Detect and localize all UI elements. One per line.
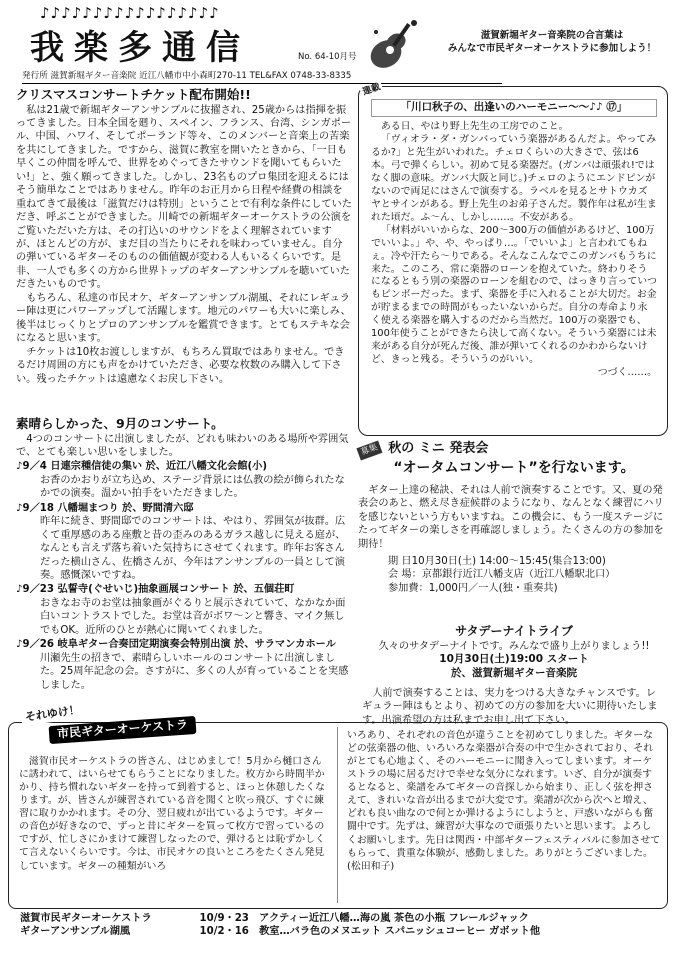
- paragraph: ある日、やはり野上先生の工房でのこと。: [380, 120, 569, 132]
- serial-column-box: [358, 82, 668, 436]
- saturday-night-live-section: [362, 624, 666, 727]
- schedule-info: 教室…バラ色のメヌエット スパニッシュコーヒー ガボット他: [259, 926, 541, 938]
- september-concerts-section: [16, 416, 352, 692]
- orchestra-text-right: いろあり、それぞれの音色が違うことを初めてしりました。ギターなどの弦楽器の他、いろいろな楽器が合奏の中で生かされており、それがとても心地よく、そのハーモニーに聞き入ってしまいます。オーケストラの場に居るだけで幸せな気分になれます。いざ、自分が演奏するとなると、楽譜をみてギターの音探しから始まり、正しく弦を押さえて、きれいな音が出るまでが大変です。楽譜が次から次へと増え、どれも良い曲なので何とか弾けるようにしようと、戸惑いながらも奮闘中です。先ずは、練習が大事なので頑張りたいと思います。よろしくお願いします。先日は関西・中部ギターフェスティバルに参加させてもらって、貴重な体験が、感動しました。ありがとうございました。(松田和子): [347, 730, 661, 872]
- event-body: 昨年に続き、野間邸でのコンサートは、やはり、雰囲気が抜群。広くて重厚感のある座敷と昔の歪みのあるガラス越しに見える庭が、なんとも言えず落ち着いた気持ちにさせてくれます。昨年お客さんだった横山さん、佐橋さんが、今年はアンサンブルの一員として演奏。感慨深いですね。: [40, 516, 346, 582]
- recital-title: 秋の ミニ 発表会: [388, 441, 489, 456]
- practice-schedule: [20, 912, 660, 939]
- schedule-group: ギターアンサンブル湖風: [20, 926, 131, 938]
- section-title: クリスマスコンサートチケット配布開始!!: [16, 87, 251, 102]
- event-item: [16, 460, 352, 500]
- paragraph: 「材料がいいからな、200〜300万の価値があるけど、100万でいいよ。」や、や、やっぱり…。「でいいよ」と言われてもねぇ。冷や汗たら〜りである。そんなこんなでこのガンバもうちに来た。このころ、常に楽器のローンを抱えていた。終わりそうになるともう別の楽器のローンを組むので、はっきり言っていつもピンボーだった。まず、楽器を手に入れることが大切だ。お金が貯まるまでの時間がもったいないからだ。自分の寿命より永く使える楽器を購入するのだから当然だ。100万の楽器でも、100年使うことができたら決して高くない。そういう楽器には未来がある自分が死んだ後、誰が弾いてくれるのかわからないけど、きっと残る。そういうのがいい。: [371, 224, 657, 366]
- event-heading: ♪9／18 八幡堀まつり 於、野間清六邸: [16, 502, 194, 514]
- recital-subtitle: “オータムコンサート”を行ないます。: [393, 460, 635, 477]
- saturday-intro: 久々のサタデーナイトです。みんなで盛り上がりましょう!!: [378, 640, 650, 652]
- saturday-datetime: 10月30日(土)19:00 スタート: [439, 653, 589, 666]
- orchestra-text-left: 滋賀市民オーケストラの皆さん、はじめまして！5月から樋口さんに誘われて、はいらせてもらうことになりました。枚方から時間半かかり、持ち慣れないギターを持って到着すると、ほっと休憩したくなります。が、皆さんが練習されている音を聞くと吹っ飛び、すぐに練習に取りかかれます。その分、翌日疲れが出ているようです。ギターの音色が好きなので、ずっと昔にギターを買って枚方で習っているのですが、忙しさにかまけて練習しなったので、弾けるとは恥ずかしくて言えないくらいです。今は、市民オケの良いところをたくさん発見しています。ギターの種類がいろ: [19, 756, 326, 872]
- schedule-group: 滋賀市民ギターオーケストラ: [20, 913, 152, 924]
- tagline: 滋賀新堀ギター音楽院の合言葉は みんなで市民ギターオーケストラに参加しよう！: [447, 30, 657, 54]
- saturday-title: サタデーナイトライブ: [455, 624, 573, 638]
- issue-number: No. 64-10月号: [298, 52, 357, 62]
- autumn-recital-section: [358, 440, 670, 595]
- christmas-concert-section: [16, 87, 352, 386]
- serial-body: [371, 121, 657, 380]
- detail-date: 期 日10月30日(土) 14:00〜15:45(集合13:00): [388, 555, 606, 567]
- event-heading: ♪9／4 日連宗種信徒の集い 於、近江八幡文化会館(小): [16, 461, 268, 473]
- event-heading: ♪9／26 岐阜ギター合奏団定期演奏会特別出演 於、サラマンカホール: [16, 639, 336, 651]
- detail-fee: 参加費：1,000円／一人(独・重奏共): [388, 582, 558, 594]
- event-item: [16, 502, 352, 583]
- event-body: お香のかおりが立ち込め、ステージ背景には仏教の絵が飾られたなかでの演奏。温かい拍手をいただきました。: [40, 474, 345, 500]
- serial-title: 「川口秋子の、出逢いのハーモニー〜〜♪♪ ⑰」: [371, 99, 657, 117]
- publisher-info: 発行所 滋賀新堀ギター音楽院 近江八幡市中小森町270-11 TEL&FAX 0748-33-8335: [22, 71, 502, 84]
- event-item: [16, 638, 352, 692]
- column-divider: [337, 727, 338, 903]
- event-heading: ♪9／23 弘誓寺(ぐせいじ)抽象画展コンサート 於、五個荘町: [16, 584, 295, 596]
- serial-tag: 連載: [360, 82, 385, 101]
- paragraph: もちろん、私達の市民オケ、ギターアンサンブル湖風、それにレギュラー陣は更にパワーアップして活躍します。地元のパワーも大いに楽しみ、後半はじっくりとプロのアンサンブルを鑑賞できます。とてもステキな会になると思います。: [16, 292, 351, 345]
- schedule-info: アクティー近江八幡…海の嵐 茶色の小瓶 フレールジャック: [259, 913, 529, 924]
- orchestra-title: 市民ギターオーケストラ: [49, 716, 197, 744]
- schedule-date: 10/2・16: [199, 926, 249, 938]
- continued-note: つづく……。: [597, 367, 657, 379]
- detail-venue: 会 場：京都銀行近江八幡支店（近江八幡駅北口）: [388, 569, 616, 581]
- paragraph: ギター上達の秘訣、それは人前で演奏することです。又、夏の発表会のあと、燃え尽き症候群のようになり、なんとなく練習にハリを感じないという方もいますね。この機会に、もう一度ステージにたってギターの楽しさを再確認しましょう。たくさんの方の参加を期待！: [358, 484, 664, 550]
- paragraph: 「ヴィオラ・ダ・ガンバっていう楽器があるんだよ。やってみるか?」と先生がいわれた。チェロくらいの大きさで、弦は6本。弓で弾くらしい。初めて見る楽器だ。(ガンバは頑張れ!ではなく脚の意味。ガンバ大阪と同じ。)チェロのようにエンドピンがないので両足にはさんで演奏する。ラベルを見るとサトウカズヤとサインがある。野上先生のお弟子さんだ。製作年は私が生まれた頃だ。ふ〜ん、しかし……。不安がある。: [371, 133, 657, 223]
- event-body: おきなお寺のお堂は抽象画がぐるりと展示されていて、なかなか面白いコントラストでした。お堂は音がボワ〜ンと響き、マイク無しでもOK。近所のひとが熱心に聞いてくれました。: [40, 597, 346, 636]
- newsletter-title: 我楽多通信: [30, 28, 250, 68]
- event-body: 川瀬先生の招きで、素晴らしいホールのコンサートに出演しました。25周年記念の会。さすがに、多くの人が育っていることを実感しました。: [40, 652, 349, 691]
- paragraph: チケットは10枚お渡ししますが、もちろん買取ではありません。できるだけ周囲の方にも声をかけていただき、必要な枚数のみ購入して下さい。残ったチケットは遠慮なくお戻し下さい。: [16, 346, 345, 385]
- recital-details: [358, 555, 670, 595]
- paragraph: 人前で演奏することは、実力をつける大きなチャンスです。レギュラー陣はもとより、初めての方の参加を大いに期待いたします。出演希望の方は私までお申し出て下さい。: [362, 688, 658, 726]
- saturday-venue: 於、滋賀新堀ギター音楽院: [451, 667, 577, 680]
- paragraph: 4つのコンサートに出演しましたが、どれも味わいのある場所や雰囲気で、とても楽しい思いをしました。: [16, 433, 349, 458]
- schedule-date: 10/9・23: [199, 913, 249, 924]
- schedule-row: [20, 925, 660, 938]
- schedule-row: [20, 912, 660, 925]
- event-item: [16, 583, 352, 637]
- guitar-icon: [362, 14, 424, 76]
- section-title: 素晴らしかった、9月のコンサート。: [16, 416, 224, 431]
- recruit-badge: 募集: [356, 440, 382, 460]
- music-notes-decoration: ♪♪♪♪♪♪♪♪♪♪♪♪♪♪♪♪♪: [40, 4, 220, 22]
- paragraph: 私は21歳で新堀ギターアンサンブルに抜擢され、25歳からは指揮を振ってきました。日本全国を廻り、スペイン、フランス、台湾、シンガポール、中国、ハワイ、そしてポーランド等々、このメンバーと音楽上の苦楽を共にしてきました。ですから、滋賀に教室を開いたときから、「一日も早くこの仲間を呼んで、世界をめぐってきたサウンドを聞いてもらいたい!」と、強く願ってきました。しかし、23名ものプロ集団を迎えるにはそう簡単なことではありません。昨年のお正月から日程や経費の相談を重ねてきて最後は「滋賀だけは特別」ということで有利な条件にしていただき、呼ぶことができました。川崎での新堀ギターオーケストラの公演をご覧いただいた方は、その打込いのサウンドをよく理解されていますが、ほとんどの方が、まだ目の当たりにそれを味わっていません。自分の弾いているギターそのものの価値観が変わる人もいるくらいです。是非、一人でも多くの方から世界トップのギターアンサンブルを聴いていただきたいものです。: [16, 104, 352, 291]
- orchestra-tag: それゆけ！: [20, 703, 84, 726]
